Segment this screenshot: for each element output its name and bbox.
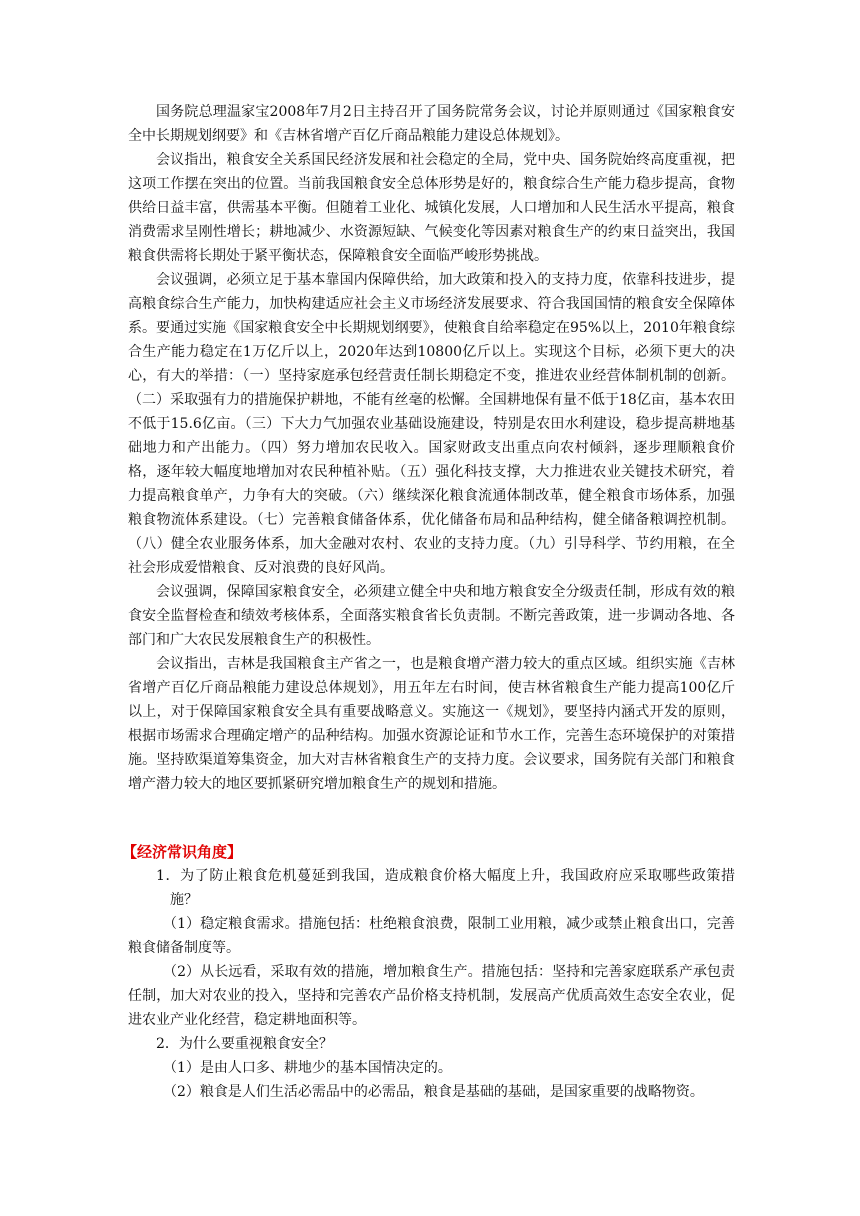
question-1: 1．为了防止粮食危机蔓延到我国，造成粮食价格大幅度上升，我国政府应采取哪些政策措施？ xyxy=(156,868,735,908)
answer-2-2: （2）粮食是人们生活必需品中的必需品，粮食是基础的基础，是国家重要的战略物资。 xyxy=(163,1084,704,1100)
document-page xyxy=(122,100,735,1104)
answer-1-2: （2）从长远看，采取有效的措施，增加粮食生产。措施包括：坚持和完善家庭联系产承包责任制，加大对农业的投入，坚持和完善农产品价格支持机制，发展高产优质高效生态安全农业，促进农业产业化经营，稳定耕地面积等。 xyxy=(128,964,735,1028)
article-paragraph-2: 会议指出，粮食安全关系国民经济发展和社会稳定的全局，党中央、国务院始终高度重视，把这项工作摆在突出的位置。当前我国粮食安全总体形势是好的，粮食综合生产能力稳步提高，食物供给日益丰富，供需基本平衡。但随着工业化、城镇化发展，人口增加和人民生活水平提高，粮食消费需求呈刚性增长；耕地减少、水资源短缺、气候变化等因素对粮食生产的约束日益突出，我国粮食供需将长期处于紧平衡状态，保障粮食安全面临严峻形势挑战。 xyxy=(128,152,735,264)
article-paragraph-4: 会议强调，保障国家粮食安全，必须建立健全中央和地方粮食安全分级责任制，形成有效的粮食安全监督检查和绩效考核体系，全面落实粮食省长负责制。不断完善政策，进一步调动各地、各部门和广大农民发展粮食生产的积极性。 xyxy=(128,584,735,648)
section-heading: 【经济常识角度】 xyxy=(122,843,243,861)
section-spacer xyxy=(128,796,735,840)
answer-1-1: （1）稳定粮食需求。措施包括：杜绝粮食浪费，限制工业用粮，减少或禁止粮食出口，完善粮食储备制度等。 xyxy=(128,916,735,956)
article-paragraph-5: 会议指出，吉林是我国粮食主产省之一，也是粮食增产潜力较大的重点区域。组织实施《吉林省增产百亿斤商品粮能力建设总体规划》，用五年左右时间，使吉林省粮食生产能力提高100亿斤以上，对于保障国家粮食安全具有重要战略意义。实施这一《规划》，要坚持内涵式开发的原则，根据市场需求合理确定增产的品种结构。加强水资源论证和节水工作，完善生态环境保护的对策措施。坚持欧渠道筹集资金，加大对吉林省粮食生产的支持力度。会议要求，国务院有关部门和粮食增产潜力较大的地区要抓紧研究增加粮食生产的规划和措施。 xyxy=(128,656,735,792)
article-paragraph-3: 会议强调，必须立足于基本靠国内保障供给，加大政策和投入的支持力度，依靠科技进步，提高粮食综合生产能力，加快构建适应社会主义市场经济发展要求、符合我国国情的粮食安全保障体系。要通过实施《国家粮食安全中长期规划纲要》，使粮食自给率稳定在95%以上，2010年粮食综合生产能力稳定在1万亿斤以上，2020年达到10800亿斤以上。实现这个目标，必须下更大的决心，有大的举措：（一）坚持家庭承包经营责任制长期稳定不变，推进农业经营体制机制的创新。（二）采取强有力的措施保护耕地，不能有丝毫的松懈。全国耕地保有量不低于18亿亩，基本农田不低于15.6亿亩。（三）下大力气加强农业基础设施建设，特别是农田水利建设，稳步提高耕地基础地力和产出能力。（四）努力增加农民收入。国家财政支出重点向农村倾斜，逐步理顺粮食价格，逐年较大幅度地增加对农民种植补贴。（五）强化科技支撑，大力推进农业关键技术研究，着力提高粮食单产，力争有大的突破。（六）继续深化粮食流通体制改革，健全粮食市场体系，加强粮食物流体系建设。（七）完善粮食储备体系，优化储备布局和品种结构，健全储备粮调控机制。（八）健全农业服务体系，加大金融对农村、农业的支持力度。（九）引导科学、节约用粮，在全社会形成爱惜粮食、反对浪费的良好风尚。 xyxy=(128,272,735,576)
question-2: 2．为什么要重视粮食安全？ xyxy=(156,1036,333,1052)
article-paragraph-1: 国务院总理温家宝2008年7月2日主持召开了国务院常务会议，讨论并原则通过《国家粮食安全中长期规划纲要》和《吉林省增产百亿斤商品粮能力建设总体规划》。 xyxy=(128,104,735,144)
answer-2-1: （1）是由人口多、耕地少的基本国情决定的。 xyxy=(163,1060,452,1076)
